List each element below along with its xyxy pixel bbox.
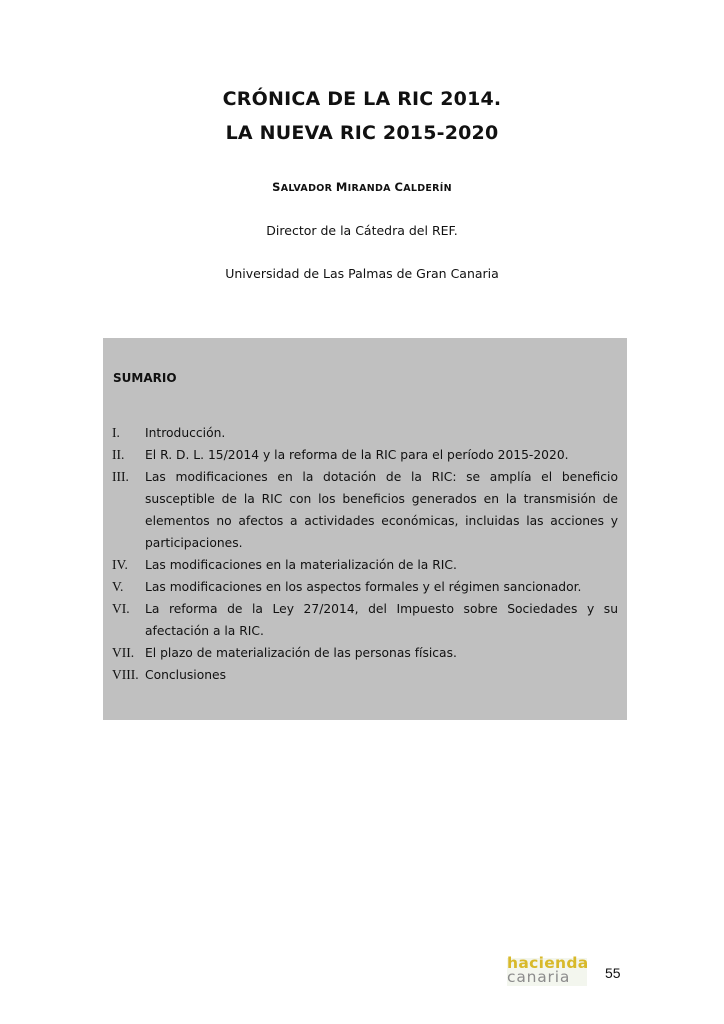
toc-number: II. <box>112 447 125 462</box>
toc-number: III. <box>112 469 129 484</box>
toc-text: Las modificaciones en la dotación de la RIC: se amplía el beneficio susceptible de la RIC con los beneficios generados en la transmisión de elementos no afectos a actividades económicas, incluidas las acciones y participaciones. <box>145 470 618 550</box>
hacienda-canaria-logo <box>507 954 589 986</box>
table-of-contents <box>112 422 618 686</box>
toc-item <box>112 422 618 444</box>
author-name: SALVADOR MIRANDA CALDERÍN <box>272 180 452 194</box>
title-line-2: LA NUEVA RIC 2015-2020 <box>225 122 499 144</box>
summary-box <box>103 338 627 720</box>
toc-number: VIII. <box>112 667 139 682</box>
title-line-1: CRÓNICA DE LA RIC 2014. <box>222 88 502 110</box>
toc-item <box>112 664 618 686</box>
logo-text-hacienda: hacienda <box>507 954 589 972</box>
toc-text: Las modificaciones en la materialización de la RIC. <box>145 558 457 572</box>
toc-number: V. <box>112 579 124 594</box>
author-role: Director de la Cátedra del REF. <box>266 223 458 238</box>
toc-text: Introducción. <box>145 426 226 440</box>
toc-item <box>112 444 618 466</box>
toc-number: IV. <box>112 557 128 572</box>
toc-number: I. <box>112 425 120 440</box>
toc-text: Conclusiones <box>145 668 226 682</box>
toc-text: Las modificaciones en los aspectos formales y el régimen sancionador. <box>145 580 582 594</box>
toc-number: VII. <box>112 645 135 660</box>
toc-item <box>112 576 618 598</box>
toc-text: El R. D. L. 15/2014 y la reforma de la RIC para el período 2015-2020. <box>145 448 569 462</box>
toc-item <box>112 554 618 576</box>
author-institution: Universidad de Las Palmas de Gran Canaria <box>225 266 499 281</box>
toc-item <box>112 598 618 642</box>
toc-item <box>112 642 618 664</box>
logo-text-canaria: canaria <box>507 968 571 986</box>
toc-text: La reforma de la Ley 27/2014, del Impuesto sobre Sociedades y su afectación a la RIC. <box>145 602 618 638</box>
page-number: 55 <box>605 965 621 981</box>
summary-heading: SUMARIO <box>113 371 177 385</box>
toc-item <box>112 466 618 554</box>
toc-text: El plazo de materialización de las personas físicas. <box>145 646 457 660</box>
toc-number: VI. <box>112 601 130 616</box>
